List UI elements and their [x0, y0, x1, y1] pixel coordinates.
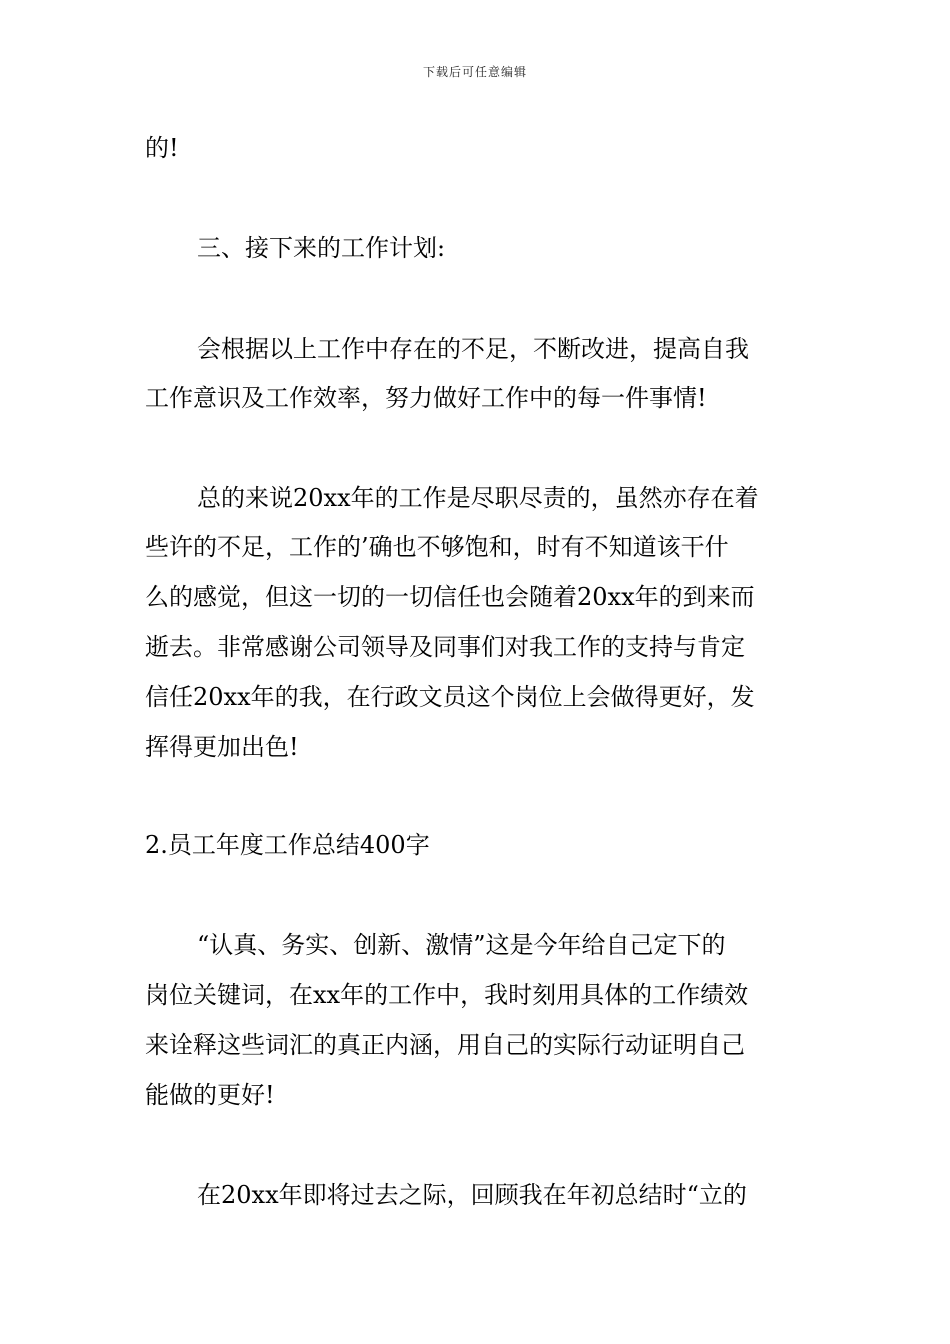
- text-line: 岗位关键词，在xx年的工作中，我时刻用具体的工作绩效: [145, 981, 749, 1009]
- text-line: 在20xx年即将过去之际，回顾我在年初总结时“立的: [197, 1181, 747, 1209]
- text-line: 的!: [145, 134, 179, 162]
- text-line: 么的感觉，但这一切的一切信任也会随着20xx年的到来而: [145, 583, 755, 611]
- section-title: 2.员工年度工作总结400字: [145, 831, 430, 859]
- text-line: 工作意识及工作效率，努力做好工作中的每一件事情!: [145, 384, 707, 412]
- text-line: 逝去。非常感谢公司领导及同事们对我工作的支持与肯定: [145, 633, 745, 661]
- text-line: 挥得更加出色!: [145, 733, 299, 761]
- page-header: 下载后可任意编辑: [422, 65, 527, 79]
- text-line: “认真、务实、创新、激情”这是今年给自己定下的: [197, 931, 726, 959]
- text-line: 信任20xx年的我，在行政文员这个岗位上会做得更好，发: [145, 683, 755, 711]
- text-line: 会根据以上工作中存在的不足，不断改进，提高自我: [197, 335, 749, 363]
- text-line: 总的来说20xx年的工作是尽职尽责的，虽然亦存在着: [197, 484, 759, 512]
- text-line: 来诠释这些词汇的真正内涵，用自己的实际行动证明自己: [145, 1031, 745, 1059]
- section-heading: 三、接下来的工作计划:: [197, 234, 446, 262]
- text-line: 些许的不足，工作的’确也不够饱和，时有不知道该干什: [145, 533, 729, 561]
- text-line: 能做的更好!: [145, 1081, 275, 1109]
